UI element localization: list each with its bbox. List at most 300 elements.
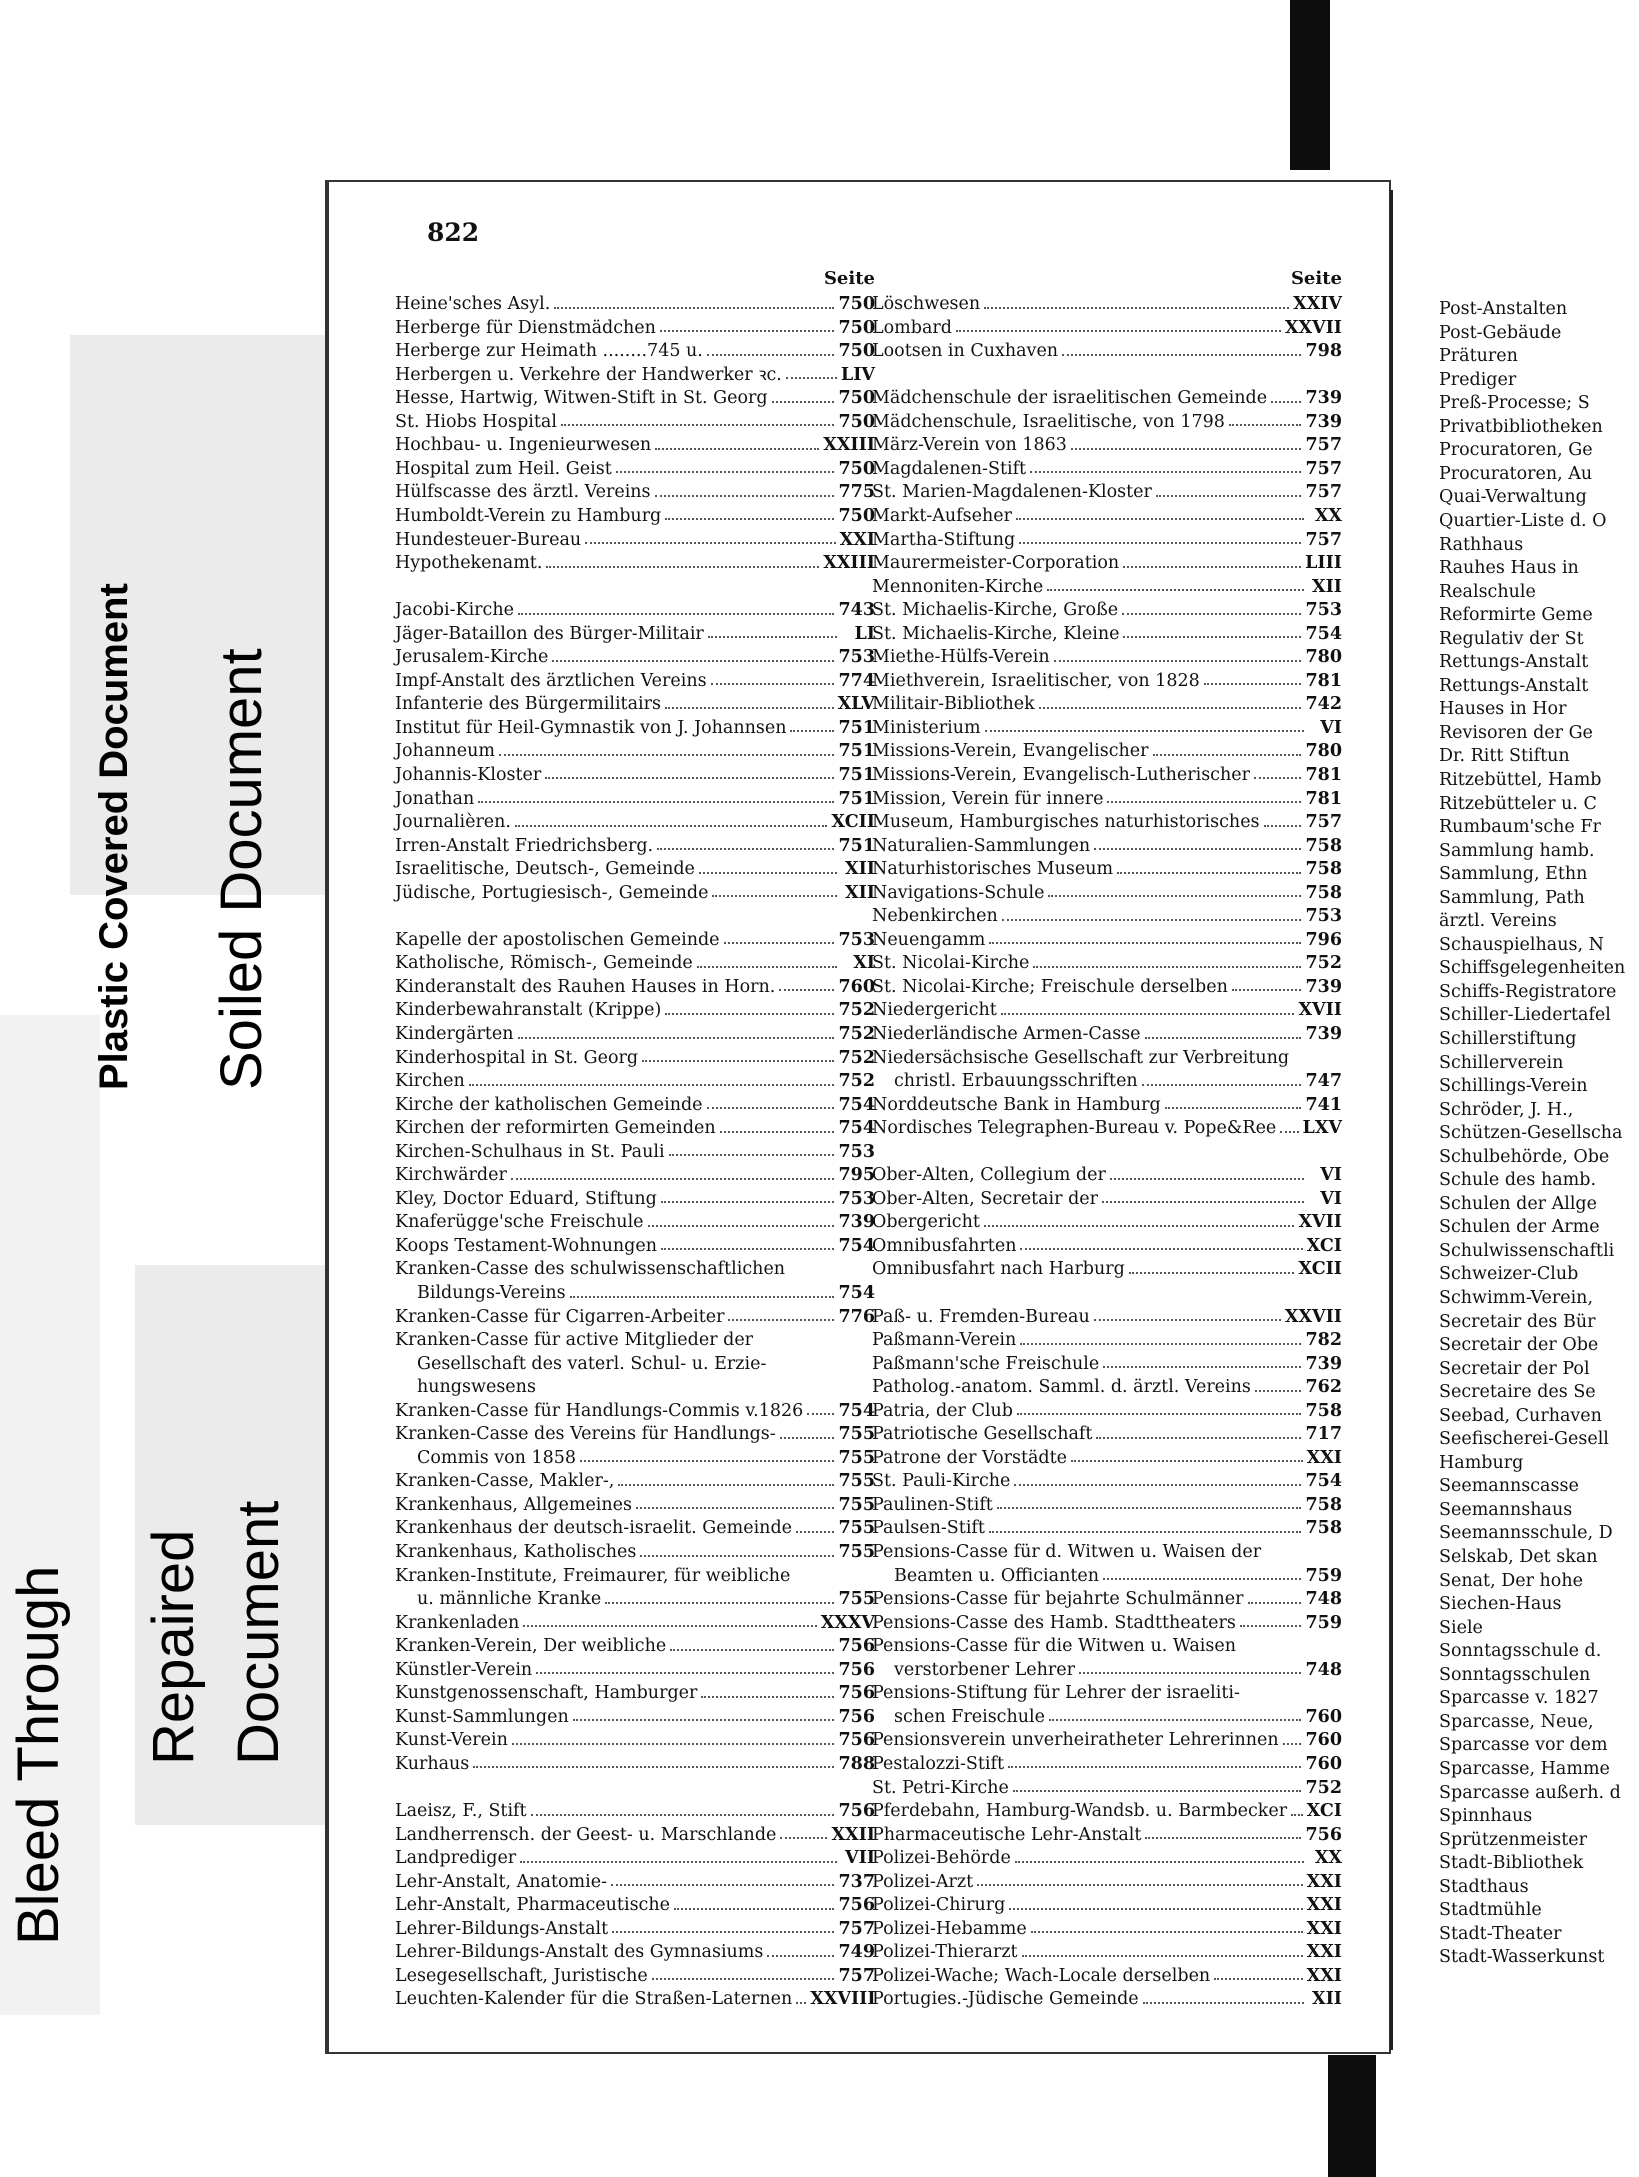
entry-title: Pensions-Casse für bejahrte Schulmänner bbox=[872, 1589, 1244, 1610]
middle-column-entry bbox=[872, 1020, 1342, 1044]
leader-dots bbox=[767, 1955, 834, 1957]
entry-title: Johannis-Kloster bbox=[395, 764, 542, 785]
entry-title: Gesellschaft des vaterl. Schul- u. Erzie- bbox=[417, 1353, 767, 1374]
leader-dots bbox=[796, 2002, 806, 2004]
entry-title: Paßmann'sche Freischule bbox=[872, 1353, 1100, 1374]
middle-column-entry bbox=[872, 879, 1342, 903]
entry-title: Polizei-Chirurg bbox=[872, 1895, 1006, 1916]
leader-dots bbox=[1153, 754, 1302, 756]
entry-title: Kranken-Casse des schulwissenschaftlichen bbox=[395, 1259, 786, 1280]
leader-dots bbox=[711, 683, 835, 685]
left-column-entry bbox=[395, 1467, 875, 1491]
leader-dots bbox=[523, 1625, 816, 1627]
entry-page-ref: 751 bbox=[838, 788, 875, 809]
entry-page-ref: 780 bbox=[1305, 741, 1342, 762]
leader-dots bbox=[612, 1931, 834, 1933]
leader-dots bbox=[701, 1696, 834, 1698]
middle-column-entry bbox=[872, 1538, 1342, 1562]
entry-page-ref: 757 bbox=[838, 1965, 875, 1986]
middle-column-entry bbox=[872, 408, 1342, 432]
left-column-entry bbox=[395, 620, 875, 644]
entry-title: Leuchten-Kalender für die Straßen-Laternen bbox=[395, 1989, 793, 2010]
entry-page-ref: XVII bbox=[1298, 1000, 1342, 1021]
leader-dots bbox=[1014, 1484, 1301, 1486]
entry-title: Patholog.-anatom. Samml. d. ärztl. Vereins bbox=[872, 1377, 1251, 1398]
entry-title: Kranken-Casse, Makler-, bbox=[395, 1471, 615, 1492]
entry-title: Krankenhaus der deutsch-israelit. Gemeinde bbox=[395, 1518, 793, 1539]
middle-column-entry bbox=[872, 1350, 1342, 1374]
leader-dots bbox=[984, 1225, 1295, 1227]
entry-title: Hospital zum Heil. Geist bbox=[395, 458, 612, 479]
leader-dots bbox=[780, 1437, 835, 1439]
entry-page-ref: 741 bbox=[1305, 1094, 1342, 1115]
leader-dots bbox=[1020, 1343, 1301, 1345]
index-column-right-fragment bbox=[1439, 295, 1639, 1967]
leader-dots bbox=[618, 1484, 834, 1486]
entry-title: Kapelle der apostolischen Gemeinde bbox=[395, 929, 720, 950]
left-column-entry bbox=[395, 361, 875, 385]
entry-page-ref: XXIII bbox=[823, 435, 875, 456]
entry-page-ref: XCII bbox=[831, 812, 875, 833]
leader-dots bbox=[1094, 1319, 1281, 1321]
left-column-entry bbox=[395, 1844, 875, 1868]
entry-page-ref: 758 bbox=[1305, 1400, 1342, 1421]
middle-column-entry bbox=[872, 1255, 1342, 1279]
entry-title: Commis von 1858 bbox=[417, 1447, 577, 1468]
middle-column-entry bbox=[872, 926, 1342, 950]
entry-page-ref: 795 bbox=[838, 1165, 875, 1186]
right-page-entry: Präturen bbox=[1439, 346, 1518, 367]
entry-title: Herberge zur Heimath ........745 u. bbox=[395, 341, 703, 362]
entry-page-ref: XII bbox=[1312, 576, 1342, 597]
entry-title: Irren-Anstalt Friedrichsberg. bbox=[395, 835, 654, 856]
leader-dots bbox=[1079, 1672, 1301, 1674]
entry-title: Niedersächsische Gesellschaft zur Verbreitung bbox=[872, 1047, 1290, 1068]
entry-page-ref: 756 bbox=[838, 1683, 875, 1704]
entry-title: Ministerium bbox=[872, 717, 981, 738]
right-page-entry: Schulen der Arme bbox=[1439, 1217, 1600, 1238]
leader-dots bbox=[772, 401, 835, 403]
entry-title: Kirchen bbox=[395, 1071, 465, 1092]
left-column-entry bbox=[395, 1161, 875, 1185]
entry-title: Kirche der katholischen Gemeinde bbox=[395, 1094, 703, 1115]
leader-dots bbox=[1103, 1366, 1301, 1368]
entry-page-ref: 754 bbox=[838, 1235, 875, 1256]
right-page-entry: Rettungs-Anstalt bbox=[1439, 675, 1589, 696]
right-page-entry: Schillings-Verein bbox=[1439, 1076, 1588, 1097]
entry-title: Kirchwärder bbox=[395, 1165, 507, 1186]
leader-dots bbox=[520, 1861, 837, 1863]
leader-dots bbox=[552, 660, 834, 662]
middle-column-entry bbox=[872, 1750, 1342, 1774]
leader-dots bbox=[1054, 660, 1302, 662]
right-page-entry: Hauses in Hor bbox=[1439, 699, 1567, 720]
entry-title: St. Nicolai-Kirche; Freischule derselben bbox=[872, 976, 1228, 997]
leader-dots bbox=[1240, 1625, 1302, 1627]
entry-title: Naturhistorisches Museum bbox=[872, 859, 1114, 880]
right-page-entry: Schillerstiftung bbox=[1439, 1029, 1577, 1049]
leader-dots bbox=[977, 1884, 1303, 1886]
left-column-entry bbox=[395, 1514, 875, 1538]
right-page-entry: Sparcasse, Hamme bbox=[1439, 1758, 1610, 1779]
leader-dots bbox=[570, 1296, 835, 1298]
entry-title: Lootsen in Cuxhaven bbox=[872, 341, 1059, 362]
left-column-entry bbox=[395, 1750, 875, 1774]
right-page-entry: Schiffs-Registratore bbox=[1439, 981, 1617, 1002]
middle-column-entry bbox=[872, 455, 1342, 479]
entry-title: Mission, Verein für innere bbox=[872, 788, 1104, 809]
entry-title: Krankenladen bbox=[395, 1612, 520, 1633]
left-column-entry bbox=[395, 1091, 875, 1115]
entry-page-ref: 754 bbox=[838, 1094, 875, 1115]
right-page-entry: Hamburg bbox=[1439, 1452, 1524, 1473]
middle-column-entry bbox=[872, 1232, 1342, 1256]
middle-column-entry bbox=[872, 784, 1342, 808]
right-page-entry: Post-Gebäude bbox=[1439, 322, 1562, 343]
entry-page-ref: XII bbox=[1312, 1989, 1342, 2010]
middle-column-entry bbox=[872, 384, 1342, 408]
leader-dots bbox=[1291, 1814, 1302, 1816]
right-page-entry: Prediger bbox=[1439, 369, 1517, 390]
middle-column-entry bbox=[872, 1444, 1342, 1468]
leader-dots bbox=[1039, 707, 1302, 709]
entry-page-ref: VI bbox=[1320, 1165, 1342, 1186]
leader-dots bbox=[790, 730, 834, 732]
leader-dots bbox=[779, 989, 834, 991]
entry-title: Miethverein, Israelitischer, von 1828 bbox=[872, 670, 1200, 691]
right-page-entry: Realschule bbox=[1439, 581, 1536, 602]
middle-column-entry bbox=[872, 1844, 1342, 1868]
entry-page-ref: 739 bbox=[1305, 388, 1342, 409]
entry-page-ref: 753 bbox=[1305, 906, 1342, 927]
right-page-entry: Dr. Ritt Stiftun bbox=[1439, 746, 1570, 767]
left-column-entry bbox=[395, 1255, 875, 1279]
entry-page-ref: 757 bbox=[1305, 458, 1342, 479]
entry-title: Norddeutsche Bank in Hamburg bbox=[872, 1094, 1161, 1115]
middle-column-entry bbox=[872, 1326, 1342, 1350]
middle-column-entry bbox=[872, 1985, 1342, 2009]
leader-dots bbox=[997, 1507, 1302, 1509]
middle-column-entry bbox=[872, 1726, 1342, 1750]
right-page-entry: Sparcasse vor dem bbox=[1439, 1735, 1608, 1756]
index-column-left bbox=[395, 268, 875, 2009]
leader-dots bbox=[580, 1460, 834, 1462]
leader-dots bbox=[511, 1178, 835, 1180]
middle-column-gap bbox=[872, 1279, 1342, 1303]
entry-page-ref: 739 bbox=[1305, 1353, 1342, 1374]
entry-page-ref: XVII bbox=[1298, 1212, 1342, 1233]
entry-title: Ober-Alten, Secretair der bbox=[872, 1188, 1098, 1209]
entry-page-ref: XCI bbox=[1306, 1801, 1342, 1822]
leader-dots bbox=[652, 1978, 835, 1980]
right-page-entry: Secretaire des Se bbox=[1439, 1382, 1596, 1403]
right-page-entry: Quai-Verwaltung bbox=[1439, 487, 1587, 508]
right-page-entry: Ritzebüttel, Hamb bbox=[1439, 769, 1602, 790]
left-column-entry bbox=[395, 1656, 875, 1680]
leader-dots bbox=[536, 1672, 834, 1674]
left-column-entry bbox=[395, 1420, 875, 1444]
leader-dots bbox=[585, 542, 835, 544]
leader-dots bbox=[712, 895, 837, 897]
leader-dots bbox=[1008, 1766, 1301, 1768]
entry-title: Magdalenen-Stift bbox=[872, 458, 1027, 479]
right-page-entry: Stadtmühle bbox=[1439, 1900, 1542, 1921]
leader-dots bbox=[1232, 989, 1302, 991]
right-page-entry: Sammlung, Path bbox=[1439, 887, 1585, 908]
left-column-entry bbox=[395, 714, 875, 738]
right-page-entry: Schillerverein bbox=[1439, 1052, 1564, 1073]
left-column-entry bbox=[395, 1397, 875, 1421]
leader-dots bbox=[669, 1154, 835, 1156]
entry-title: Lehr-Anstalt, Pharmaceutische bbox=[395, 1895, 670, 1916]
middle-column-entry bbox=[872, 314, 1342, 338]
leader-dots bbox=[1062, 354, 1301, 356]
entry-title: St. Marien-Magdalenen-Kloster bbox=[872, 482, 1152, 503]
middle-column-entry bbox=[872, 1821, 1342, 1845]
left-column-entry bbox=[395, 1067, 875, 1091]
middle-column-entry bbox=[872, 643, 1342, 667]
entry-page-ref: 759 bbox=[1305, 1612, 1342, 1633]
middle-column-entry bbox=[872, 996, 1342, 1020]
middle-column-entry bbox=[872, 1891, 1342, 1915]
leader-dots bbox=[1031, 1931, 1303, 1933]
leader-dots bbox=[1271, 401, 1301, 403]
leader-dots bbox=[780, 1837, 827, 1839]
entry-title: Kindergärten bbox=[395, 1024, 514, 1044]
right-page-entry: Schulwissenschaftli bbox=[1439, 1240, 1615, 1261]
leader-dots bbox=[1002, 919, 1302, 921]
entry-title: Laeisz, F., Stift bbox=[395, 1801, 527, 1822]
entry-title: Paßmann-Verein bbox=[872, 1330, 1017, 1351]
entry-title: Patria, der Club bbox=[872, 1400, 1013, 1421]
entry-page-ref: 798 bbox=[1305, 341, 1342, 362]
leader-dots bbox=[1094, 848, 1301, 850]
left-column-entry bbox=[395, 478, 875, 502]
entry-title: Markt-Aufseher bbox=[872, 505, 1012, 526]
entry-title: Kley, Doctor Eduard, Stiftung bbox=[395, 1188, 657, 1209]
entry-title: Niedergericht bbox=[872, 1000, 997, 1021]
entry-title: Pharmaceutische Lehr-Anstalt bbox=[872, 1824, 1142, 1845]
right-page-entry: Seemannsschule, D bbox=[1439, 1523, 1613, 1544]
entry-title: Knaferügge'sche Freischule bbox=[395, 1212, 644, 1233]
entry-page-ref: XXXV bbox=[820, 1612, 875, 1633]
middle-column-entry bbox=[872, 596, 1342, 620]
entry-page-ref: XXIV bbox=[1293, 294, 1342, 315]
entry-page-ref: 754 bbox=[1305, 1471, 1342, 1492]
entry-title: Pensions-Casse für d. Witwen u. Waisen der bbox=[872, 1542, 1262, 1563]
middle-column-entry bbox=[872, 902, 1342, 926]
entry-page-ref: 750 bbox=[838, 317, 875, 338]
left-column-entry bbox=[395, 1538, 875, 1562]
entry-title: Krankenhaus, Allgemeines bbox=[395, 1494, 633, 1515]
leader-dots bbox=[1030, 471, 1301, 473]
leader-dots bbox=[515, 825, 827, 827]
middle-column-entry bbox=[872, 761, 1342, 785]
leader-dots bbox=[1102, 1201, 1304, 1203]
entry-title: Paß- u. Fremden-Bureau bbox=[872, 1306, 1090, 1327]
entry-title: Polizei-Thierarzt bbox=[872, 1942, 1018, 1963]
entry-title: Missions-Verein, Evangelischer bbox=[872, 741, 1149, 762]
leader-dots bbox=[554, 307, 834, 309]
right-page-entry: Stadt-Theater bbox=[1439, 1923, 1562, 1944]
leader-dots bbox=[512, 1743, 835, 1745]
right-page-entry: Schiffsgelegenheiten bbox=[1439, 958, 1626, 979]
left-column-entry bbox=[395, 1020, 875, 1044]
leader-dots bbox=[1096, 1437, 1301, 1439]
leader-dots bbox=[1129, 1272, 1295, 1274]
entry-page-ref: VI bbox=[1320, 1188, 1342, 1209]
entry-title: christl. Erbauungsschriften bbox=[894, 1071, 1138, 1092]
entry-page-ref: 776 bbox=[838, 1306, 875, 1327]
entry-page-ref: 737 bbox=[838, 1871, 875, 1892]
left-column-entry bbox=[395, 1185, 875, 1209]
leader-dots bbox=[989, 942, 1301, 944]
leader-dots bbox=[1280, 1131, 1298, 1133]
leader-dots bbox=[605, 1602, 834, 1604]
left-column-entry bbox=[395, 1326, 875, 1350]
book-page-right bbox=[1390, 190, 1626, 2050]
entry-page-ref: 753 bbox=[838, 929, 875, 950]
right-page-entry: Schiller-Liedertafel bbox=[1439, 1005, 1611, 1026]
entry-page-ref: 743 bbox=[838, 600, 875, 621]
middle-column-entry bbox=[872, 549, 1342, 573]
page-number: 822 bbox=[427, 218, 480, 247]
right-page-entry: Schulbehörde, Obe bbox=[1439, 1146, 1610, 1167]
right-page-entry: Regulativ der St bbox=[1439, 628, 1584, 649]
leader-dots bbox=[1017, 1413, 1302, 1415]
entry-page-ref: XXI bbox=[1306, 1447, 1342, 1468]
middle-column-entry bbox=[872, 1868, 1342, 1892]
left-column-entry bbox=[395, 1114, 875, 1138]
left-column-entry bbox=[395, 784, 875, 808]
middle-column-entry bbox=[872, 1773, 1342, 1797]
leader-dots bbox=[956, 330, 1281, 332]
entry-title: Kinderanstalt des Rauhen Hauses in Horn. bbox=[395, 976, 776, 997]
entry-page-ref: 760 bbox=[1305, 1753, 1342, 1774]
leader-dots bbox=[1214, 1978, 1302, 1980]
entry-page-ref: XXIII bbox=[823, 553, 875, 574]
entry-title: Kinderbewahranstalt (Krippe) bbox=[395, 1000, 662, 1021]
right-page-entry: Spinnhaus bbox=[1439, 1806, 1533, 1827]
left-column-entry bbox=[395, 690, 875, 714]
right-page-entry: Rettungs-Anstalt bbox=[1439, 652, 1589, 673]
entry-page-ref: XXI bbox=[1306, 1871, 1342, 1892]
entry-title: Lehrer-Bildungs-Anstalt des Gymnasiums bbox=[395, 1942, 764, 1963]
label-document: Document bbox=[226, 1500, 291, 1765]
entry-title: Jacobi-Kirche bbox=[395, 600, 514, 621]
entry-page-ref: 757 bbox=[1305, 529, 1342, 550]
entry-page-ref: 751 bbox=[838, 835, 875, 856]
entry-title: Nebenkirchen bbox=[872, 906, 998, 927]
entry-title: Museum, Hamburgisches naturhistorisches bbox=[872, 812, 1260, 833]
right-page-entry: Sprützenmeister bbox=[1439, 1829, 1587, 1850]
leader-dots bbox=[518, 1037, 835, 1039]
entry-title: Militair-Bibliothek bbox=[872, 694, 1035, 715]
entry-title: Israelitische, Deutsch-, Gemeinde bbox=[395, 859, 695, 880]
middle-column-gap bbox=[872, 1138, 1342, 1162]
entry-page-ref: 760 bbox=[1305, 1730, 1342, 1751]
entry-page-ref: 757 bbox=[1305, 435, 1342, 456]
right-page-entry: Schule des hamb. bbox=[1439, 1170, 1597, 1191]
left-column-entry bbox=[395, 1891, 875, 1915]
leader-dots bbox=[1254, 777, 1301, 779]
entry-page-ref: 788 bbox=[838, 1753, 875, 1774]
entry-page-ref: XLV bbox=[837, 694, 875, 715]
entry-page-ref: 750 bbox=[838, 458, 875, 479]
entry-page-ref: 781 bbox=[1305, 788, 1342, 809]
leader-dots bbox=[642, 1060, 834, 1062]
left-column-entry bbox=[395, 667, 875, 691]
entry-title: Herberge für Dienstmädchen bbox=[395, 317, 656, 338]
leader-dots bbox=[699, 872, 837, 874]
right-page-entry: Sparcasse außerh. d bbox=[1439, 1782, 1621, 1803]
left-column-entry bbox=[395, 1138, 875, 1162]
left-column-entry bbox=[395, 1868, 875, 1892]
entry-title: Missions-Verein, Evangelisch-Lutherischer bbox=[872, 764, 1250, 785]
leader-dots bbox=[611, 1884, 834, 1886]
middle-column-entry bbox=[872, 431, 1342, 455]
leader-dots bbox=[665, 1013, 834, 1015]
entry-title: Beamten u. Officianten bbox=[894, 1565, 1100, 1586]
right-page-entry: Sonntagsschulen bbox=[1439, 1664, 1591, 1685]
entry-title: Hochbau- u. Ingenieurwesen bbox=[395, 435, 652, 456]
entry-page-ref: 758 bbox=[1305, 859, 1342, 880]
leader-dots bbox=[1264, 825, 1302, 827]
middle-column-entry bbox=[872, 1091, 1342, 1115]
left-column-entry bbox=[395, 1562, 875, 1586]
left-column-entry bbox=[395, 525, 875, 549]
leader-dots bbox=[499, 754, 834, 756]
leader-dots bbox=[674, 1908, 834, 1910]
middle-column-entry bbox=[872, 1303, 1342, 1327]
right-page-entry: Schweizer-Club bbox=[1439, 1264, 1579, 1285]
right-page-entry: Siechen-Haus bbox=[1439, 1594, 1562, 1615]
left-column-entry bbox=[395, 408, 875, 432]
entry-title: Naturalien-Sammlungen bbox=[872, 835, 1091, 856]
right-page-entry: Quartier-Liste d. O bbox=[1439, 510, 1607, 531]
entry-page-ref: 752 bbox=[1305, 1777, 1342, 1798]
right-page-entry: Rumbaum'sche Fr bbox=[1439, 817, 1601, 838]
leader-dots bbox=[1015, 1861, 1304, 1863]
leader-dots bbox=[636, 1507, 834, 1509]
leader-dots bbox=[1123, 566, 1301, 568]
entry-page-ref: LI bbox=[854, 623, 875, 644]
leader-dots bbox=[1204, 683, 1302, 685]
right-page-entry: Reformirte Geme bbox=[1439, 605, 1593, 626]
middle-column-entry bbox=[872, 1938, 1342, 1962]
leader-dots bbox=[1047, 589, 1304, 591]
left-column-entry bbox=[395, 1350, 875, 1374]
entry-title: Johanneum bbox=[395, 741, 496, 762]
entry-title: Pensions-Casse für die Witwen u. Waisen bbox=[872, 1636, 1236, 1657]
middle-column-entry bbox=[872, 502, 1342, 526]
right-page-entry: Stadt-Wasserkunst bbox=[1439, 1947, 1605, 1968]
entry-title: Kunstgenossenschaft, Hamburger bbox=[395, 1683, 698, 1704]
middle-column-entry bbox=[872, 1562, 1342, 1586]
entry-title: Kunst-Verein bbox=[395, 1730, 508, 1751]
entry-page-ref: 760 bbox=[838, 976, 875, 997]
entry-title: St. Michaelis-Kirche, Kleine bbox=[872, 623, 1120, 644]
binding-tape-top bbox=[1290, 0, 1330, 170]
leader-dots bbox=[1122, 613, 1301, 615]
entry-page-ref: 756 bbox=[838, 1636, 875, 1657]
entry-title: Niederländische Armen-Casse bbox=[872, 1024, 1141, 1044]
entry-title: Humboldt-Verein zu Hamburg bbox=[395, 505, 662, 526]
entry-title: Ober-Alten, Collegium der bbox=[872, 1165, 1106, 1186]
entry-title: Künstler-Verein bbox=[395, 1659, 533, 1680]
entry-title: St. Pauli-Kirche bbox=[872, 1471, 1011, 1492]
entry-page-ref: 750 bbox=[838, 505, 875, 526]
